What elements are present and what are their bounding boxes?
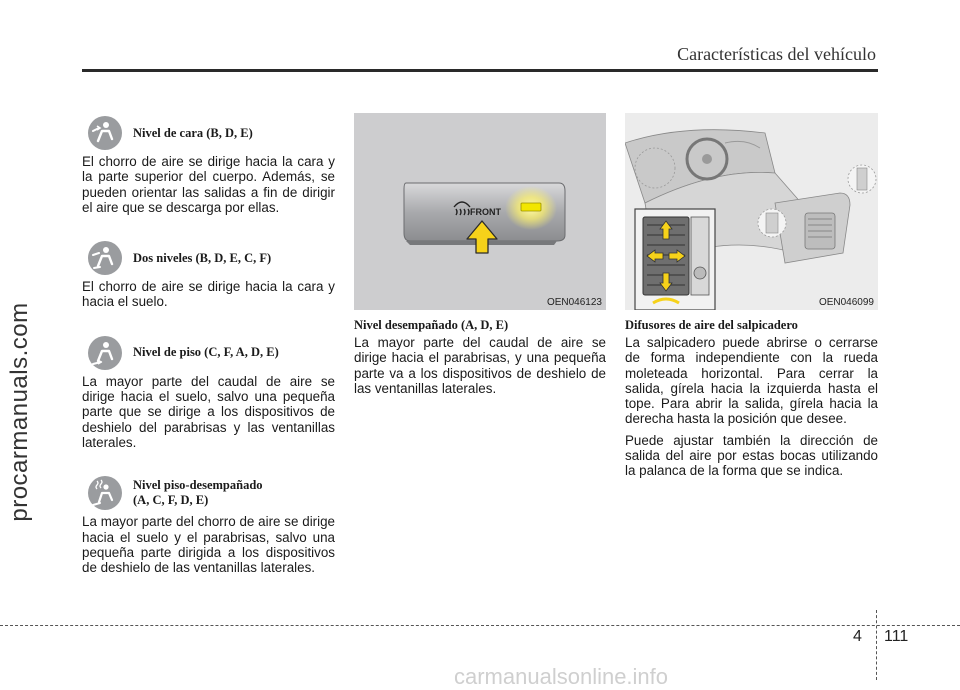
column-middle — [354, 317, 606, 396]
section-label: Dos niveles (B, D, E, C, F) — [133, 250, 272, 265]
section-heading: Nivel desempañado (A, D, E) — [354, 318, 509, 332]
figure-dashboard-vents — [625, 113, 878, 310]
front-button-label: FRONT — [470, 207, 501, 217]
section-heading: Difusores de aire del salpicadero — [625, 318, 798, 332]
column-right — [625, 317, 878, 479]
section-label-line2: (A, C, F, D, E) — [133, 493, 209, 508]
section-label-line1: Nivel piso-desempañado — [133, 478, 263, 493]
section-text: La mayor parte del caudal de aire se dirige hacia el parabrisas, y una pequeña parte va a los dispositivos de deshielo de las ventanillas laterales. — [354, 335, 606, 396]
section-label: Nivel de cara (B, D, E) — [133, 125, 253, 140]
section-label: Nivel de piso (C, F, A, D, E) — [133, 345, 279, 360]
defrost-button-illustration — [354, 113, 606, 310]
page-number: 111 — [884, 628, 909, 645]
bi-level-vent-icon — [87, 240, 123, 276]
chapter-number: 4 — [853, 628, 862, 645]
section-text: El chorro de aire se dirige hacia la cara y la parte superior del cuerpo. Además, se pueden orientar las salidas a fin de dirigir el aire que se descarga por ellas. — [82, 154, 335, 215]
header-rule — [82, 69, 878, 72]
figure-caption: OEN046099 — [818, 297, 874, 308]
page-header-title: Características del vehículo — [677, 44, 876, 64]
figure-defrost-button — [354, 113, 606, 310]
section-text: Puede ajustar también la dirección de salida del aire por estas bocas utilizando la palanca de la forma que se indica. — [625, 432, 878, 479]
section-floor-defrost — [82, 472, 335, 514]
section-text: La mayor parte del caudal de aire se dirige hacia el suelo, salvo una pequeña parte que se dirige a los dispositivos de deshielo del parabrisas y las ventanillas laterales. — [82, 373, 335, 450]
section-text: El chorro de aire se dirige hacia la cara y hacia el suelo. — [82, 279, 335, 310]
section-floor-level — [82, 332, 335, 374]
footer-rule — [0, 625, 960, 626]
side-watermark — [0, 232, 42, 592]
side-watermark-text: procarmanuals.com — [6, 302, 33, 522]
section-face-level — [82, 112, 335, 154]
footer-divider — [876, 610, 877, 680]
face-vent-icon — [87, 115, 123, 151]
floor-defrost-vent-icon — [87, 475, 123, 511]
floor-vent-icon — [87, 335, 123, 371]
section-text: La mayor parte del chorro de aire se dirige hacia el suelo y el parabrisas, salvo una pequeña parte dirigida a los dispositivos de deshielo de las ventanillas laterales. — [82, 514, 335, 576]
section-text: La salpicadero puede abrirse o cerrarse de forma independiente con la rueda moleteada horizontal. Para cerrar la salida, gírela hacia la izquierda hasta el tope. Para abrir la salida, gírela hacia la derecha hasta la posición que desee. — [625, 335, 878, 427]
bottom-watermark: carmanualsonline.info — [454, 664, 669, 689]
section-bi-level — [82, 237, 335, 279]
dashboard-illustration — [625, 113, 878, 310]
column-left — [82, 112, 335, 575]
figure-caption: OEN046123 — [546, 297, 602, 308]
section-label — [133, 478, 263, 508]
